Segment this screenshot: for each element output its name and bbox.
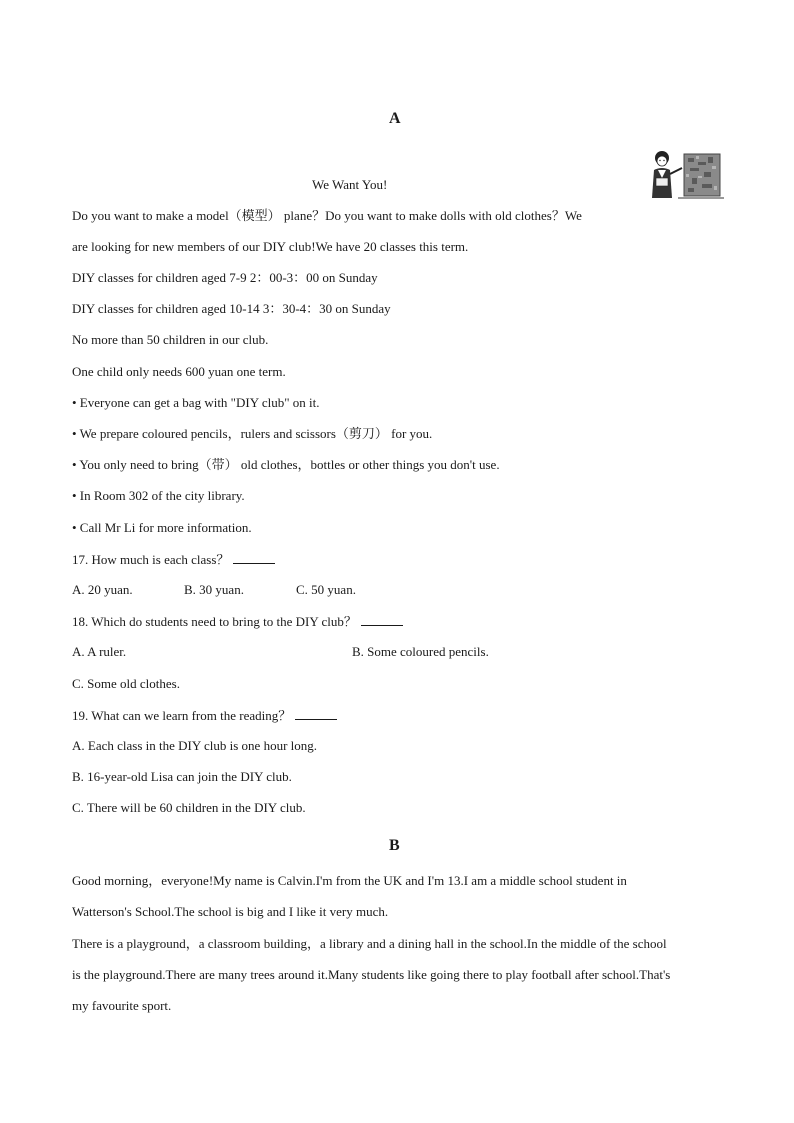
question-18 [72,613,403,630]
passage-line: Watterson's School.The school is big and I like it very much. [72,904,389,919]
passage-line: No more than 50 children in our club. [72,332,269,347]
passage-line: is the playground.There are many trees around it.Many students like going there to play football after school.That's [72,967,671,982]
answer-blank[interactable] [295,707,337,720]
passage-line: DIY classes for children aged 10-14 3：30-4：30 on Sunday [72,301,391,316]
question-19 [72,707,337,724]
question-stem: 18. Which do students need to bring to the DIY club？ [72,614,357,629]
option-19-a: A. Each class in the DIY club is one hour long. [72,738,318,753]
passage-line: Good morning，everyone!My name is Calvin.I'm from the UK and I'm 13.I am a middle school student in [72,873,627,888]
passage-line: my favourite sport. [72,998,172,1013]
ad-title: We Want You! [312,177,388,192]
option-17-c: C. 50 yuan. [296,582,356,597]
passage-line: DIY classes for children aged 7-9 2：00-3：00 on Sunday [72,270,378,285]
section-a-heading: A [389,110,401,127]
option-18-b: B. Some coloured pencils. [352,644,489,659]
option-17-b: B. 30 yuan. [184,582,244,597]
option-18-c: C. Some old clothes. [72,676,180,691]
option-19-b: B. 16-year-old Lisa can join the DIY club. [72,769,292,784]
bullet-item: • Everyone can get a bag with "DIY club" on it. [72,395,320,410]
question-17 [72,551,275,568]
option-17-a: A. 20 yuan. [72,582,133,597]
passage-line: There is a playground，a classroom building，a library and a dining hall in the school.In the middle of the school [72,936,667,951]
question-stem: 19. What can we learn from the reading？ [72,708,292,723]
teacher-with-board-illustration [648,148,724,204]
answer-blank[interactable] [233,551,275,564]
answer-blank[interactable] [361,613,403,626]
passage-line: One child only needs 600 yuan one term. [72,364,286,379]
passage-line: Do you want to make a model（模型） plane？Do you want to make dolls with old clothes？We [72,208,582,223]
bullet-item: • You only need to bring（带） old clothes，bottles or other things you don't use. [72,457,500,472]
question-stem: 17. How much is each class？ [72,552,230,567]
bullet-item: • In Room 302 of the city library. [72,488,245,503]
passage-line: are looking for new members of our DIY club!We have 20 classes this term. [72,239,469,254]
option-19-c: C. There will be 60 children in the DIY club. [72,800,306,815]
option-18-a: A. A ruler. [72,644,127,659]
bullet-item: • We prepare coloured pencils，rulers and scissors（剪刀） for you. [72,426,433,441]
bullet-item: • Call Mr Li for more information. [72,520,252,535]
section-b-heading: B [389,837,400,854]
